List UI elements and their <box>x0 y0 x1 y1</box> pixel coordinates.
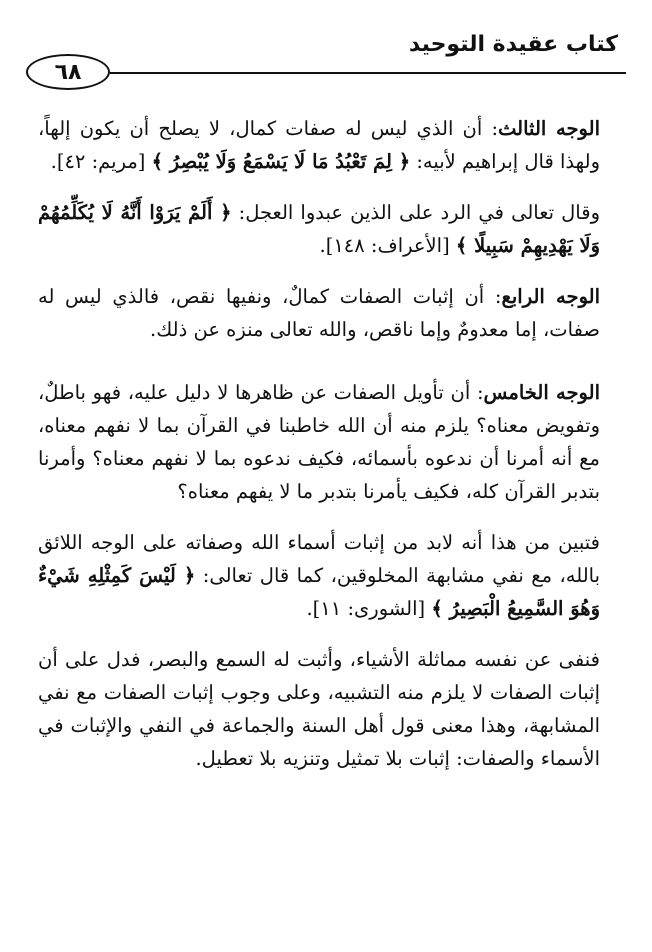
paragraph-text: فنفى عن نفسه مماثلة الأشياء، وأثبت له السمع والبصر، فدل على أن إثبات الصفات لا يلزم منه التشبيه، وعلى وجوب إثبات الصفات مع نفي المشابهة، وهذا معنى قول أهل السنة والجماعة في النفي والإثبات في الأسماء والصفات: إثبات بلا تمثيل وتنزيه بلا تعطيل. <box>38 648 600 770</box>
verse-reference: [الشورى: ١١]. <box>306 597 432 620</box>
paragraph-text: : أن إثبات الصفات كمالٌ، ونفيها نقص، فالذي ليس له صفات، إما معدومٌ وإما ناقص، والله تعالى منزه عن ذلك. <box>38 285 600 341</box>
verse-reference: [الأعراف: ١٤٨]. <box>319 234 456 257</box>
paragraph-summary <box>38 643 600 775</box>
paragraph-conclusion <box>38 526 600 625</box>
paragraph-heading: الوجه الرابع <box>501 285 601 308</box>
paragraph-fifth-aspect <box>38 376 600 508</box>
quran-verse: ﴿ لِمَ تَعْبُدُ مَا لَا يَسْمَعُ وَلَا يُبْصِرُ ﴾ <box>151 150 411 173</box>
page-number: ٦٨ <box>26 54 110 90</box>
paragraph-fourth-aspect <box>38 280 600 346</box>
paragraph-heading: الوجه الثالث <box>498 117 600 140</box>
paragraph-calf <box>38 196 600 262</box>
paragraph-text: : أن الذي ليس له صفات كمال، لا يصلح أن يكون إلهاً، ولهذا قال إبراهيم لأبيه: <box>38 117 600 173</box>
paragraph-text: وقال تعالى في الرد على الذين عبدوا العجل: <box>231 201 600 224</box>
book-title: كتاب عقيدة التوحيد <box>408 32 618 57</box>
quran-verse: ﴿ لَيْسَ كَمِثْلِهِ شَيْءٌ وَهُوَ السَّمِيعُ الْبَصِيرُ ﴾ <box>38 564 600 620</box>
paragraph-third-aspect <box>38 112 600 178</box>
verse-reference: [مريم: ٤٢]. <box>50 150 152 173</box>
header-rule <box>110 72 626 74</box>
paragraph-text: : أن تأويل الصفات عن ظاهرها لا دليل عليه، فهو باطلٌ، وتفويض معناه؟ يلزم منه أن الله خاطبنا في القرآن بما لا نفهم معناه، مع أنه أمرنا أن ندعوه بأسمائه، فكيف ندعوه بما لا نفهم معناه؟ وأمرنا بتدبر القرآن كله، فكيف يأمرنا بتدبر ما لا يفهم معناه؟ <box>38 381 600 503</box>
page-body <box>38 112 600 793</box>
paragraph-text: فتبين من هذا أنه لابد من إثبات أسماء الله وصفاته على الوجه اللائق بالله، مع نفي مشابهة المخلوقين، كما قال تعالى: <box>38 531 601 587</box>
quran-verse: ﴿ أَلَمْ يَرَوْا أَنَّهُ لَا يُكَلِّمُهُمْ وَلَا يَهْدِيهِمْ سَبِيلًا ﴾ <box>38 201 600 257</box>
page-header <box>26 28 626 98</box>
paragraph-heading: الوجه الخامس <box>483 381 600 404</box>
